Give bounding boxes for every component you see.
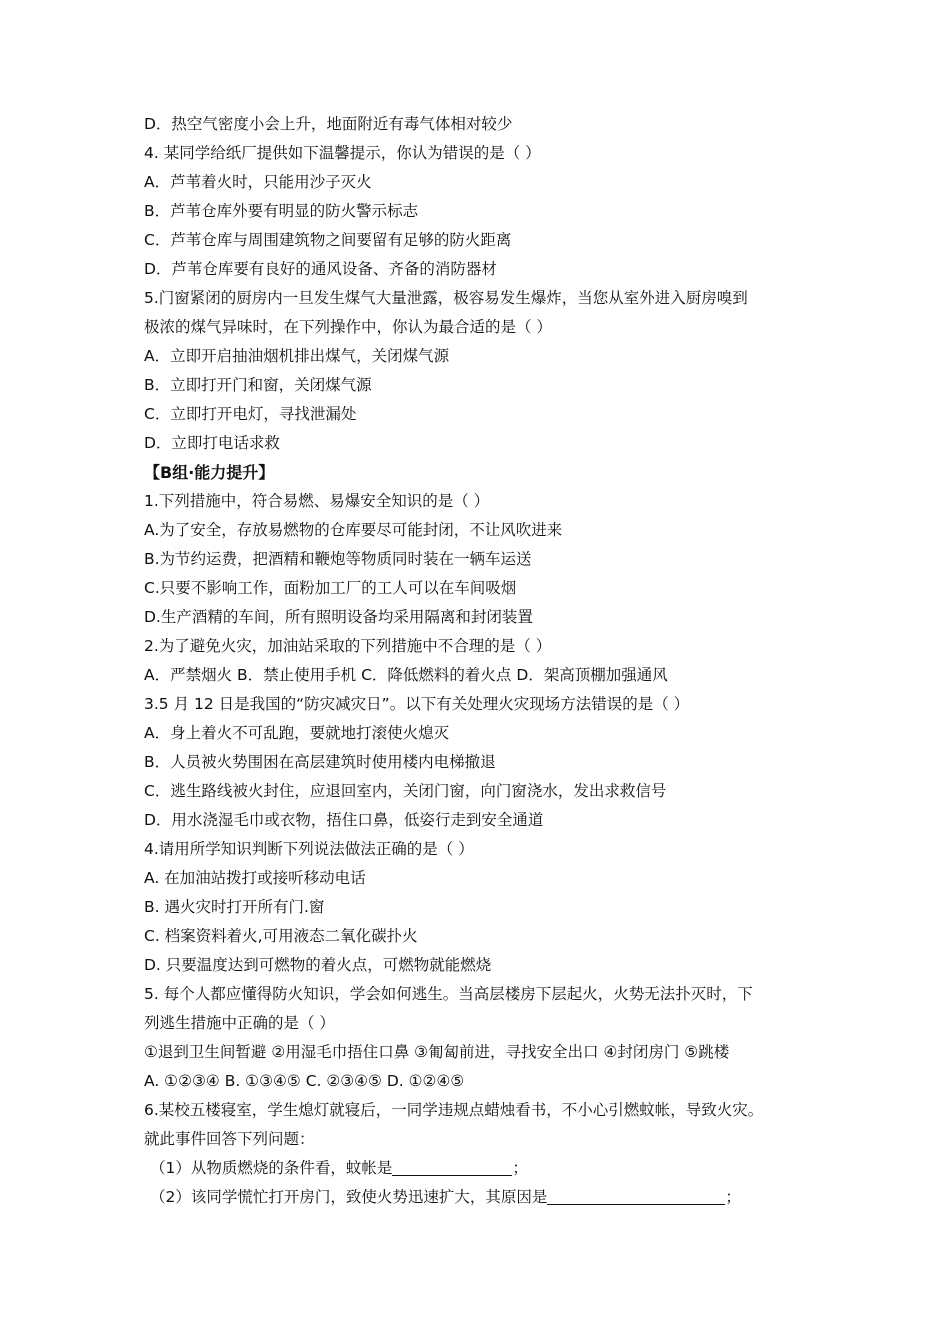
- question-suffix: ；: [512, 1159, 528, 1177]
- line-text: C. 档案资料着火,可用液态二氧化碳扑火: [144, 927, 418, 945]
- text-line: [144, 429, 824, 458]
- line-text: C．立即打开电灯，寻找泄漏处: [144, 405, 357, 423]
- line-text: B. 遇火灾时打开所有门.窗: [144, 898, 325, 916]
- line-text: A.为了安全，存放易燃物的仓库要尽可能封闭，不让风吹进来: [144, 521, 563, 539]
- line-text: D.生产酒精的车间，所有照明设备均采用隔离和封闭装置: [144, 608, 533, 626]
- text-line: [144, 371, 824, 400]
- line-text: 5.门窗紧闭的厨房内一旦发生煤气大量泄露，极容易发生爆炸，当您从室外进入厨房嗅到: [144, 289, 748, 307]
- text-line: [144, 255, 824, 284]
- text-line: [144, 545, 824, 574]
- text-line: [144, 864, 824, 893]
- text-line: [144, 777, 824, 806]
- line-text: B．立即打开门和窗，关闭煤气源: [144, 376, 372, 394]
- line-text: A．芦苇着火时，只能用沙子灭火: [144, 173, 372, 191]
- text-line: [144, 1096, 824, 1125]
- line-text: B．人员被火势围困在高层建筑时使用楼内电梯撤退: [144, 753, 496, 771]
- line-text: A. ①②③④ B. ①③④⑤ C. ②③④⑤ D. ①②④⑤: [144, 1072, 465, 1090]
- text-line: [144, 487, 824, 516]
- text-line: [144, 1067, 824, 1096]
- text-line: [144, 806, 824, 835]
- fill-question-2: [144, 1183, 824, 1212]
- line-text: C．逃生路线被火封住，应退回室内，关闭门窗，向门窗浇水，发出求救信号: [144, 782, 667, 800]
- line-text: 就此事件回答下列问题：: [144, 1130, 315, 1148]
- line-text: D．用水浇湿毛巾或衣物，捂住口鼻，低姿行走到安全通道: [144, 811, 544, 829]
- question-suffix: ；: [725, 1188, 741, 1206]
- text-line: [144, 284, 824, 313]
- text-line: [144, 1009, 824, 1038]
- text-line: [144, 719, 824, 748]
- text-line: [144, 603, 824, 632]
- line-text: 6.某校五楼寝室，学生熄灯就寝后，一同学违规点蜡烛看书，不小心引燃蚊帐，导致火灾。: [144, 1101, 764, 1119]
- line-text: 列逃生措施中正确的是（ ）: [144, 1014, 335, 1032]
- text-line: [144, 951, 824, 980]
- text-line: [144, 400, 824, 429]
- line-text: 4. 某同学给纸厂提供如下温馨提示，你认为错误的是（ ）: [144, 144, 541, 162]
- line-text: A．立即开启抽油烟机排出煤气，关闭煤气源: [144, 347, 450, 365]
- line-text: D．立即打电话求救: [144, 434, 280, 452]
- text-line: [144, 748, 824, 777]
- text-line: [144, 980, 824, 1009]
- line-text: D．热空气密度小会上升，地面附近有毒气体相对较少: [144, 115, 513, 133]
- text-line: [144, 574, 824, 603]
- section-heading: [144, 458, 824, 487]
- text-line: [144, 661, 824, 690]
- line-text: A．身上着火不可乱跑，要就地打滚使火熄灭: [144, 724, 450, 742]
- line-text: D. 只要温度达到可燃物的着火点，可燃物就能燃烧: [144, 956, 492, 974]
- line-text: 5. 每个人都应懂得防火知识，学会如何逃生。当高层楼房下层起火，火势无法扑灭时，下: [144, 985, 753, 1003]
- question-text: （1）从物质燃烧的条件看，蚊帐是: [150, 1159, 393, 1177]
- text-line: [144, 1125, 824, 1154]
- line-text: B.为节约运费，把酒精和鞭炮等物质同时装在一辆车运送: [144, 550, 532, 568]
- line-text: 4.请用所学知识判断下列说法做法正确的是（ ）: [144, 840, 474, 858]
- text-line: [144, 139, 824, 168]
- document-body: [144, 110, 824, 1212]
- line-text: ①退到卫生间暂避 ②用湿毛巾捂住口鼻 ③匍匐前进，寻找安全出口 ④封闭房门 ⑤跳楼: [144, 1043, 730, 1061]
- answer-blank[interactable]: [547, 1186, 725, 1205]
- text-line: [144, 893, 824, 922]
- text-line: [144, 313, 824, 342]
- line-text: 极浓的煤气异味时，在下列操作中，你认为最合适的是（ ）: [144, 318, 552, 336]
- line-text: C．芦苇仓库与周围建筑物之间要留有足够的防火距离: [144, 231, 512, 249]
- text-line: [144, 226, 824, 255]
- text-line: [144, 197, 824, 226]
- answer-blank[interactable]: [392, 1157, 512, 1176]
- text-line: [144, 632, 824, 661]
- text-line: [144, 922, 824, 951]
- line-text: B．芦苇仓库外要有明显的防火警示标志: [144, 202, 419, 220]
- line-text: 2.为了避免火灾，加油站采取的下列措施中不合理的是（ ）: [144, 637, 552, 655]
- line-text: C.只要不影响工作，面粉加工厂的工人可以在车间吸烟: [144, 579, 517, 597]
- text-line: [144, 516, 824, 545]
- question-text: （2）该同学慌忙打开房门，致使火势迅速扩大，其原因是: [150, 1188, 548, 1206]
- line-text: 3.5 月 12 日是我国的“防灾减灾日”。以下有关处理火灾现场方法错误的是（ ）: [144, 695, 690, 713]
- line-text: D．芦苇仓库要有良好的通风设备、齐备的消防器材: [144, 260, 497, 278]
- line-text: 1.下列措施中，符合易燃、易爆安全知识的是（ ）: [144, 492, 490, 510]
- text-line: [144, 342, 824, 371]
- line-text: 【B组·能力提升】: [144, 463, 275, 482]
- text-line: [144, 690, 824, 719]
- text-line: [144, 110, 824, 139]
- fill-question-1: [144, 1154, 824, 1183]
- text-line: [144, 168, 824, 197]
- text-line: [144, 835, 824, 864]
- line-text: A．严禁烟火 B．禁止使用手机 C．降低燃料的着火点 D．架高顶棚加强通风: [144, 666, 668, 684]
- line-text: A. 在加油站拨打或接听移动电话: [144, 869, 366, 887]
- text-line: [144, 1038, 824, 1067]
